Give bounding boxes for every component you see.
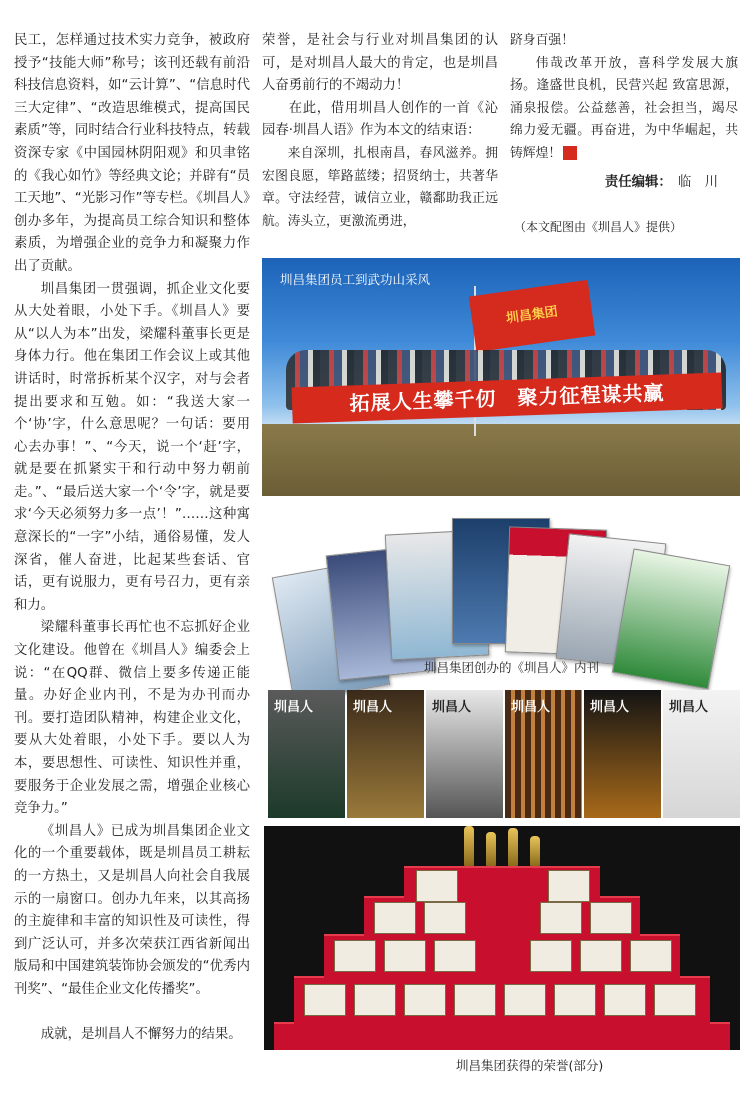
editor-name: 临 川 xyxy=(677,174,718,190)
photo-ground xyxy=(262,424,740,496)
photo-caption: 圳昌集团员工到武功山采风 xyxy=(280,272,431,287)
poem-verse: 来自深圳，扎根南昌，春风滋养。拥宏图良愿，筚路蓝缕；招贤纳士，共著华章。守法经营，诚信立业，赣鄱助我正远航。涛头立，更激流勇进， xyxy=(262,145,498,229)
cover-title: 圳昌人 xyxy=(274,700,314,715)
poem-verse: 跻身百强！ xyxy=(510,33,574,48)
right-column xyxy=(510,30,738,194)
cover-strip xyxy=(268,690,740,818)
display-step xyxy=(274,1022,730,1050)
magazine-collage xyxy=(262,508,740,684)
cover-title: 圳昌人 xyxy=(590,700,630,715)
poem-text: 伟哉改革开放，喜科学发展大旗扬。逢盛世良机，民营兴起 致富思源，涌泉报偿。公益慈善，社会担当，竭尽绵力爱无疆。再奋进，为中华崛起，共铸辉煌！ xyxy=(510,55,738,161)
plaque-icon xyxy=(530,940,572,972)
honors-caption: 圳昌集团获得的荣誉(部分) xyxy=(456,1058,604,1073)
trophy-icon xyxy=(464,826,474,866)
red-banner: 拓展人生攀千仞 聚力征程谋共赢 xyxy=(292,373,723,424)
paragraph: 梁耀科董事长再忙也不忘抓好企业文化建设。他曾在《圳昌人》编委会上说：“在QQ群、微信上要多传递正能量。办好企业内刊，不是为办刊而办刊。要打造团队精神，构建企业文化，要从大处着眼，小处下手。要以人为本，要思想性、可读性、知识性并重，要服务于企业发展之需，增强企业核心竞争力。” xyxy=(14,620,250,817)
plaque-icon xyxy=(384,940,426,972)
trophy-icon xyxy=(508,828,518,866)
end-mark-icon: 今 xyxy=(563,146,577,160)
cover-thumb xyxy=(505,690,582,818)
plaque-icon xyxy=(354,984,396,1016)
cover-thumb xyxy=(584,690,661,818)
plaque-icon xyxy=(590,902,632,934)
paragraph: 荣誉，是社会与行业对圳昌集团的认可，是对圳昌人最大的肯定，也是圳昌人奋勇前行的不竭动力！ xyxy=(262,33,498,94)
image-credit: （本文配图由《圳昌人》提供） xyxy=(514,220,683,234)
poem-verse-2 xyxy=(510,53,738,166)
cover-title: 圳昌人 xyxy=(669,700,709,715)
paragraph: 在此，借用圳昌人创作的一首《沁园春·圳昌人语》作为本文的结束语： xyxy=(262,100,498,139)
plaque-icon xyxy=(434,940,476,972)
middle-column xyxy=(262,30,498,233)
plaque-icon xyxy=(604,984,646,1016)
plaque-icon xyxy=(404,984,446,1016)
plaque-icon xyxy=(374,902,416,934)
cover-thumb xyxy=(268,690,345,818)
paragraph: 圳昌集团一贯强调，抓企业文化要从大处着眼，小处下手。《圳昌人》要从“以人为本”出发，梁耀科董事长更是身体力行。他在集团工作会议上或其他讲话时，时常拆析某个汉字，对与会者提出要求和互勉。如：“我送大家一个‘协’字，什么意思呢？一句话：要用心去办事！”、“今天，说一个‘赶’字，就是要在抓紧实干和行动中努力朝前走。”、“最后送大家一个‘令’字，就是要求‘今天必须努力多一点’！”……这种寓意深长的“一字”小结，通俗易懂，发人深省，催人奋进，比起某些套话、官话，更有说服力，更有号召力，更有亲和力。 xyxy=(14,281,250,613)
plaque-icon xyxy=(304,984,346,1016)
honors-display xyxy=(264,826,740,1050)
plaque-icon xyxy=(424,902,466,934)
trophy-icon xyxy=(486,832,496,866)
plaque-icon xyxy=(548,870,590,902)
cover-thumb xyxy=(347,690,424,818)
plaque-icon xyxy=(554,984,596,1016)
group-photo xyxy=(262,258,740,496)
plaque-icon xyxy=(504,984,546,1016)
paragraph: 成就，是圳昌人不懈努力的结果。 xyxy=(40,1026,242,1042)
plaque-icon xyxy=(654,984,696,1016)
plaque-icon xyxy=(334,940,376,972)
plaque-icon xyxy=(454,984,496,1016)
display-step xyxy=(324,934,680,978)
cover-thumb xyxy=(426,690,503,818)
company-flag: 圳昌集团 xyxy=(469,280,596,352)
paragraph: 《圳昌人》已成为圳昌集团企业文化的一个重要载体，既是圳昌员工耕耘的一方热土，又是圳昌人向社会自我展示的一扇窗口。创办九年来，以其高扬的主旋律和丰富的知识性及可读性，得到广泛认可，并多次荣获江西省新闻出版局和中国建筑装饰协会颁发的“优秀内刊奖”、“最佳企业文化传播奖”。 xyxy=(14,823,250,997)
collage-caption: 圳昌集团创办的《圳昌人》内刊 xyxy=(424,660,600,675)
left-column xyxy=(14,30,250,1046)
cover-title: 圳昌人 xyxy=(353,700,393,715)
plaque-icon xyxy=(540,902,582,934)
magazine-cover xyxy=(612,548,730,689)
plaque-icon xyxy=(580,940,622,972)
editor-credit xyxy=(510,172,738,195)
editor-label: 责任编辑： xyxy=(604,174,672,190)
plaque-icon xyxy=(630,940,672,972)
cover-thumb xyxy=(663,690,740,818)
trophy-icon xyxy=(530,836,540,866)
cover-title: 圳昌人 xyxy=(511,700,551,715)
plaque-icon xyxy=(416,870,458,902)
cover-title: 圳昌人 xyxy=(432,700,472,715)
paragraph: 民工，怎样通过技术实力竞争，被政府授予“技能大师”称号；该刊还载有前沿科技信息资料，如“云计算”、“信息时代三大定律”、“改造思维模式，提高国民素质”等，同时结合行业科技特点，转载资深专家《中国园林阴阳观》和贝聿铭的《我心如竹》等经典文论；并辟有“员工天地”、“光影习作”等专栏。《圳昌人》创办多年，为提高员工综合知识和整体素质，为增强企业的竞争力和凝聚力作出了贡献。 xyxy=(14,33,250,274)
